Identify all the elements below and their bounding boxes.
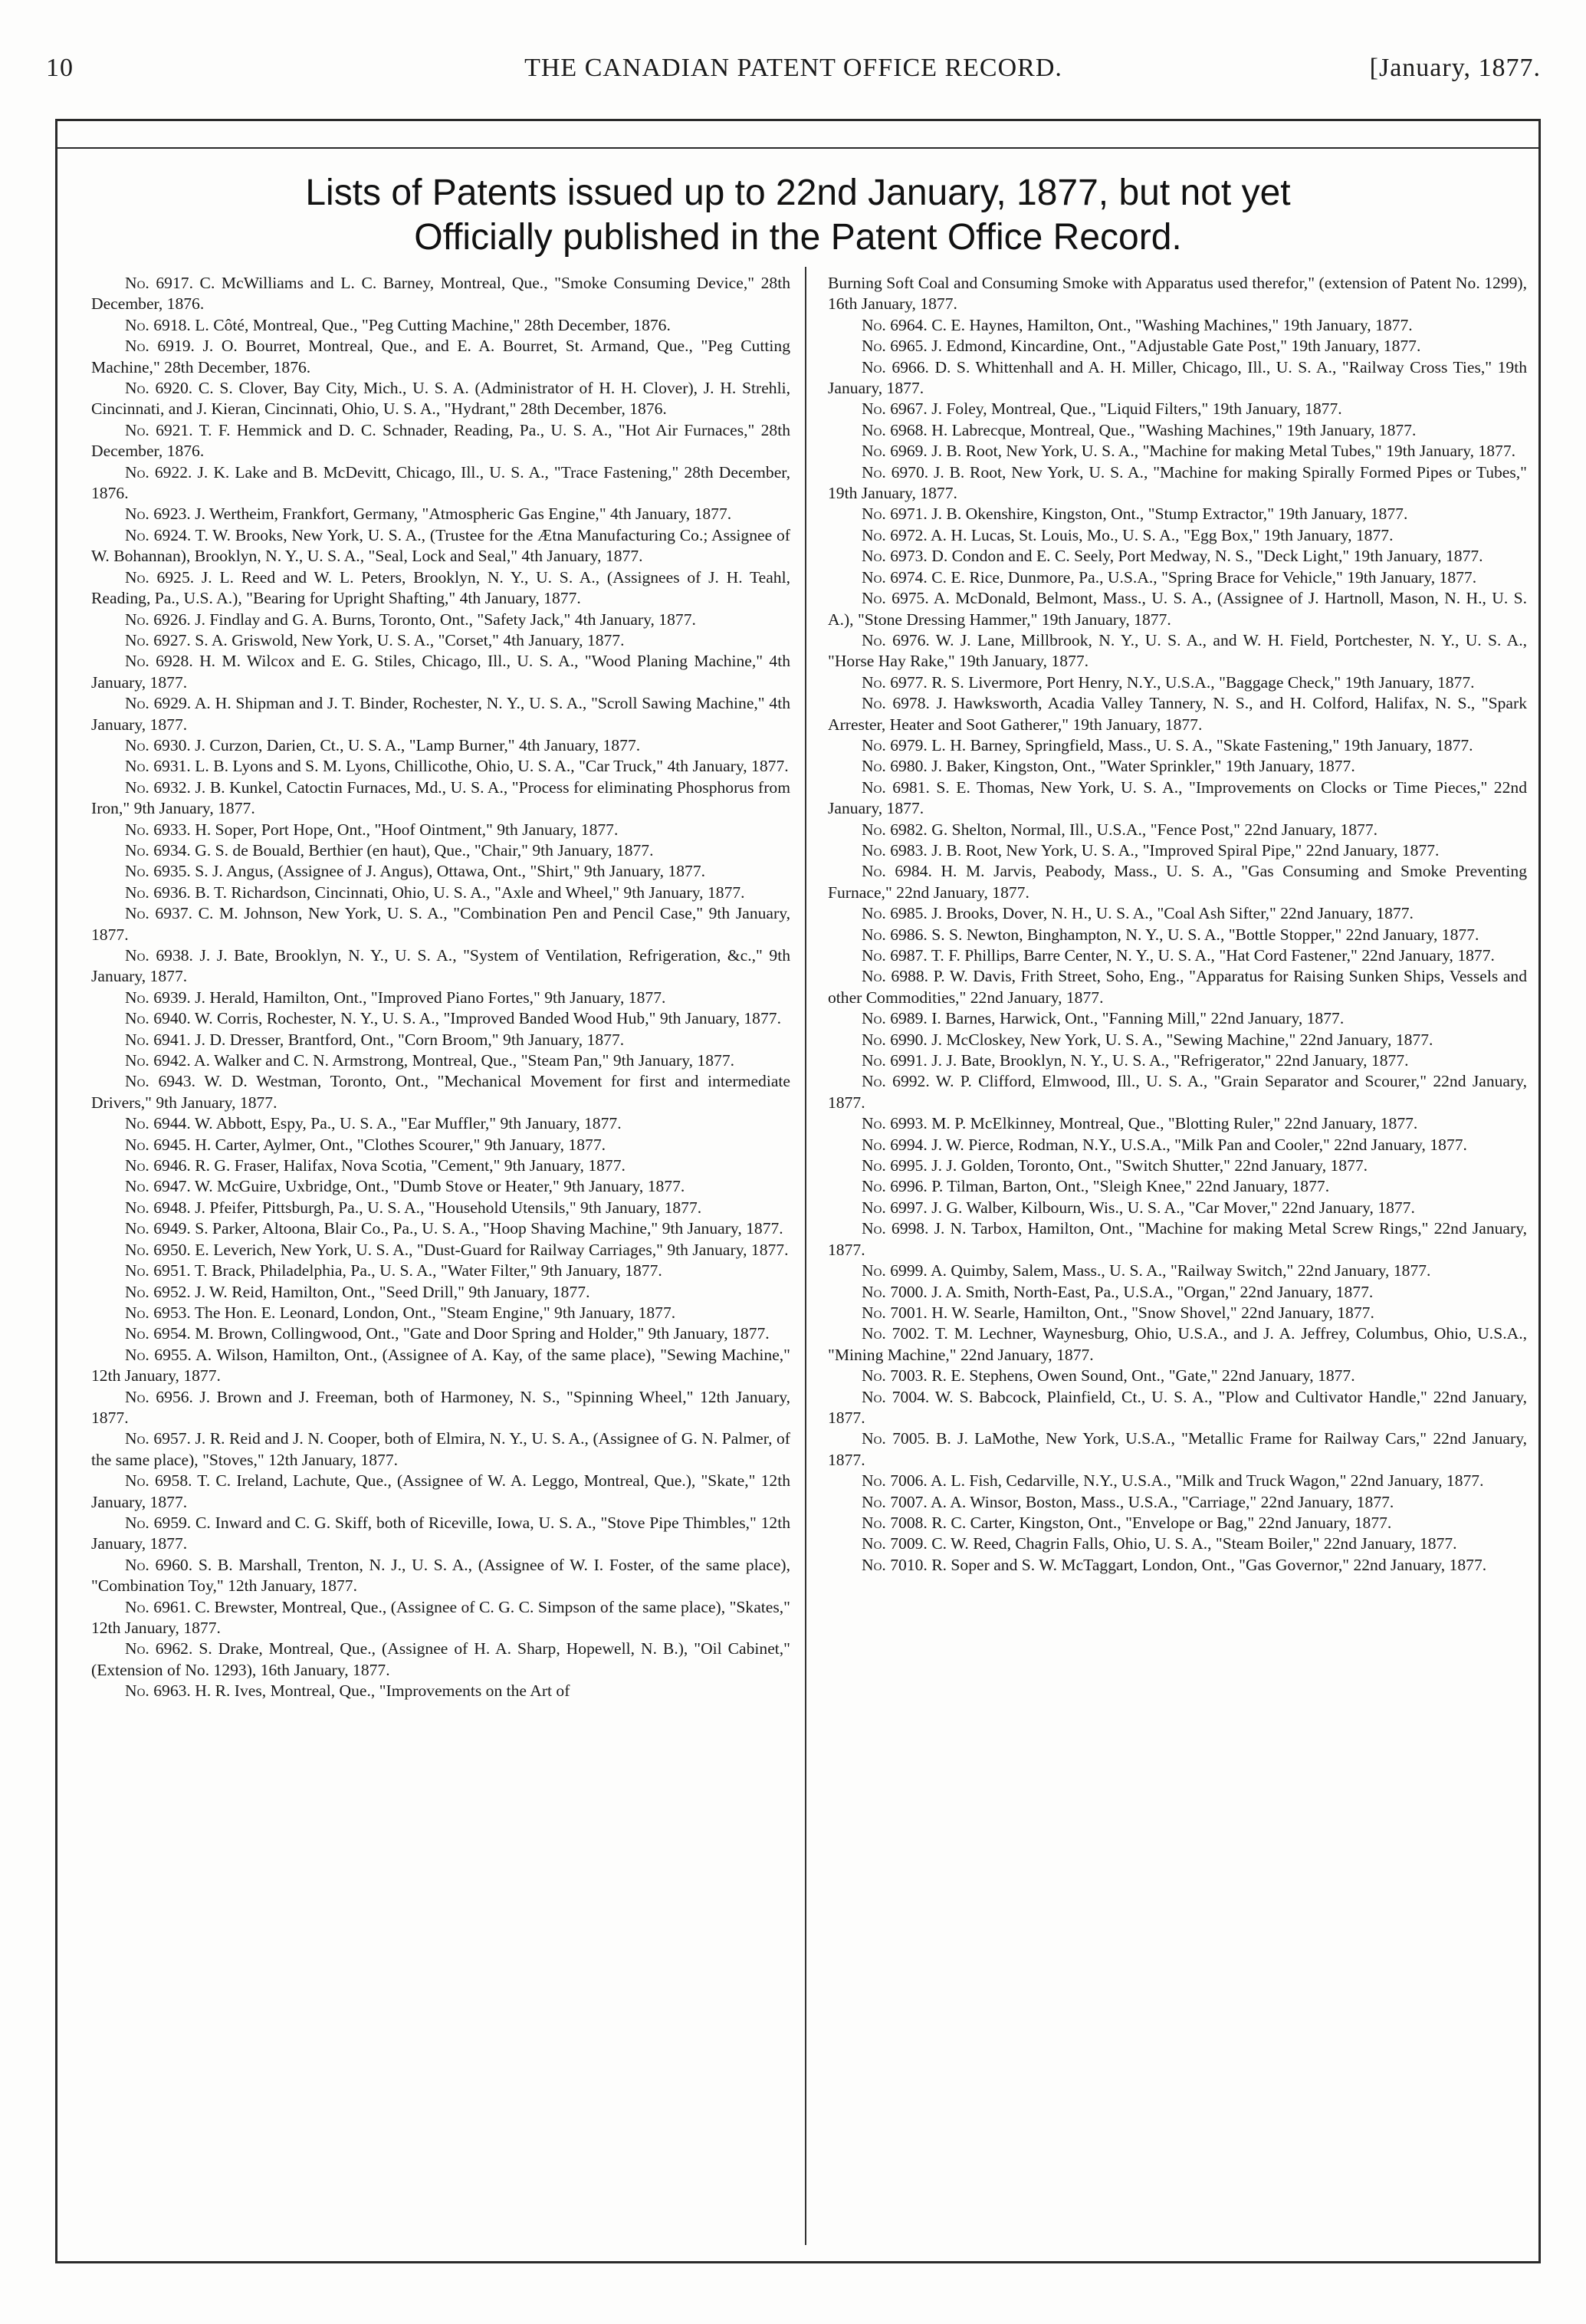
patent-number: No. 6982.: [862, 820, 928, 839]
patent-entry: [91, 378, 790, 420]
patent-entry: [91, 336, 790, 378]
patent-entry: [91, 945, 790, 988]
left-column: [91, 273, 790, 1702]
patent-entry: [91, 1050, 790, 1071]
patent-number: No. 6980.: [862, 757, 928, 776]
content-frame: [55, 119, 1541, 2263]
patent-text: R. S. Livermore, Port Henry, N.Y., U.S.A., "Baggage Check," 19th January, 1877.: [931, 672, 1475, 692]
patent-text: J. Herald, Hamilton, Ont., "Improved Piano Fortes," 9th January, 1877.: [195, 988, 666, 1007]
patent-text: A. Wilson, Hamilton, Ont., (Assignee of A. Kay, of the same place), "Sewing Machine," 12th January, 1877.: [91, 1345, 790, 1386]
patent-entry: [828, 630, 1527, 672]
patent-text: R. Soper and S. W. McTaggart, London, Ont., "Gas Governor," 22nd January, 1877.: [931, 1555, 1487, 1574]
patent-number: No. 6969.: [862, 442, 928, 461]
patent-text: C. McWilliams and L. C. Barney, Montreal, Que., "Smoke Consuming Device," 28th December, 1876.: [91, 274, 790, 314]
patent-number: No. 6917.: [125, 274, 193, 292]
patent-text: T. C. Ireland, Lachute, Que., (Assignee of W. A. Leggo, Montreal, Que.), "Skate," 12th January, 1877.: [91, 1471, 790, 1511]
patent-number: No. 6971.: [862, 505, 928, 524]
patent-number: No. 6938.: [125, 946, 193, 965]
inner-rule: [57, 147, 1538, 149]
patent-entry: [91, 567, 790, 610]
patent-entry: [828, 525, 1527, 546]
patent-entry: [91, 462, 790, 505]
patent-entry: [828, 357, 1527, 399]
patent-entry: [828, 1428, 1527, 1471]
patent-text: J. B. Root, New York, U. S. A., "Improved Spiral Pipe," 22nd January, 1877.: [931, 840, 1440, 860]
patent-text: T. F. Phillips, Barre Center, N. Y., U. S. A., "Hat Cord Fastener," 22nd January, 1877.: [931, 946, 1495, 965]
patent-text: J. G. Walber, Kilbourn, Wis., U. S. A., "Car Mover," 22nd January, 1877.: [931, 1198, 1415, 1217]
patent-text: J. K. Lake and B. McDevitt, Chicago, Ill., U. S. A., "Trace Fastening," 28th December, 1876.: [91, 462, 791, 503]
patent-entry: [91, 504, 790, 524]
patent-text: E. Leverich, New York, U. S. A., "Dust-Guard for Railway Carriages," 9th January, 1877.: [195, 1240, 789, 1259]
patent-text: C. E. Rice, Dunmore, Pa., U.S.A., "Spring Brace for Vehicle," 19th January, 1877.: [931, 567, 1477, 587]
patent-text: J. Pfeifer, Pittsburgh, Pa., U. S. A., "Household Utensils," 9th January, 1877.: [195, 1198, 702, 1217]
patent-number: No. 6955.: [125, 1345, 192, 1364]
patent-number: No. 6954.: [125, 1324, 191, 1343]
patent-number: No. 6985.: [862, 904, 928, 923]
patent-text: J. Baker, Kingston, Ont., "Water Sprinkler," 19th January, 1877.: [931, 757, 1355, 776]
patent-number: No. 7008.: [862, 1513, 928, 1532]
patent-text: J. Wertheim, Frankfort, Germany, "Atmospheric Gas Engine," 4th January, 1877.: [195, 505, 732, 524]
patent-text: J. R. Reid and J. N. Cooper, both of Elmira, N. Y., U. S. A., (Assignee of G. N. Palmer, of the same place), "Stoves," 12th January, 1877.: [91, 1429, 790, 1469]
patent-number: No. 6918.: [125, 315, 191, 334]
patent-number: No. 6928.: [125, 652, 193, 671]
patent-text: P. W. Davis, Frith Street, Soho, Eng., "Apparatus for Raising Sunken Ships, Vessels and other Commodities," 22nd January, 1877.: [828, 967, 1528, 1007]
patent-number: No. 6941.: [125, 1030, 191, 1049]
patent-text: H. Labrecque, Montreal, Que., "Washing Machines," 19th January, 1877.: [931, 420, 1417, 439]
patent-number: No. 6950.: [125, 1240, 191, 1259]
patent-number: No. 7007.: [862, 1492, 928, 1511]
patent-number: No. 6976.: [862, 630, 930, 649]
patent-entry: [91, 735, 790, 756]
patent-entry: [91, 651, 790, 693]
patent-entry: [828, 462, 1527, 505]
patent-number: No. 6929.: [125, 694, 192, 713]
patent-entry: [91, 1261, 790, 1281]
patent-number: No. 6945.: [125, 1135, 191, 1154]
patent-number: No. 6992.: [862, 1072, 930, 1091]
patent-text: W. McGuire, Uxbridge, Ont., "Dumb Stove or Heater," 9th January, 1877.: [194, 1177, 685, 1196]
patent-entry: [91, 840, 790, 861]
patent-number: No. 6989.: [862, 1009, 928, 1028]
patent-number: No. 6957.: [125, 1429, 191, 1448]
patent-entry: [828, 756, 1527, 777]
patent-number: No. 6993.: [862, 1114, 928, 1133]
patent-number: No. 6981.: [862, 777, 930, 797]
patent-text: A. H. Shipman and J. T. Binder, Rochester, N. Y., U. S. A., "Scroll Sawing Machine," 4th January, 1877.: [91, 694, 791, 734]
patent-entry: [828, 588, 1527, 630]
issue-date: [January, 1877.: [1369, 54, 1541, 82]
patent-text: D. Condon and E. C. Seely, Port Medway, N. S., "Deck Light," 19th January, 1877.: [931, 547, 1483, 566]
patent-number: No. 6947.: [125, 1177, 191, 1196]
patent-text: L. H. Barney, Springfield, Mass., U. S. A., "Skate Fastening," 19th January, 1877.: [931, 735, 1473, 754]
patent-text: H. Soper, Port Hope, Ont., "Hoof Ointment," 9th January, 1877.: [195, 820, 619, 839]
patent-entry: [91, 1303, 790, 1323]
patent-entry: [828, 1492, 1527, 1513]
patent-text: C. W. Reed, Chagrin Falls, Ohio, U. S. A., "Steam Boiler," 22nd January, 1877.: [931, 1534, 1457, 1553]
patent-text: J. J. Golden, Toronto, Ont., "Switch Shutter," 22nd January, 1877.: [931, 1156, 1368, 1175]
patent-entry: [828, 315, 1527, 336]
patent-number: No. 6972.: [862, 525, 928, 544]
patent-entry: [828, 777, 1527, 820]
patent-text: W. Corris, Rochester, N. Y., U. S. A., "Improved Banded Wood Hub," 9th January, 1877.: [194, 1009, 781, 1028]
patent-entry: [828, 1282, 1527, 1303]
page-number: 10: [46, 54, 74, 82]
patent-text: J. McCloskey, New York, U. S. A., "Sewing Machine," 22nd January, 1877.: [931, 1030, 1433, 1049]
patent-number: No. 7009.: [862, 1534, 928, 1553]
patent-text: J. Foley, Montreal, Que., "Liquid Filters," 19th January, 1877.: [931, 399, 1342, 419]
patent-text: A. A. Winsor, Boston, Mass., U.S.A., "Carriage," 22nd January, 1877.: [931, 1492, 1394, 1511]
patent-text: H. Carter, Aylmer, Ont., "Clothes Scourer," 9th January, 1877.: [195, 1135, 606, 1154]
patent-text: L. Côté, Montreal, Que., "Peg Cutting Machine," 28th December, 1876.: [195, 315, 671, 334]
patent-entry: [91, 1387, 790, 1429]
patent-number: No. 6940.: [125, 1009, 191, 1028]
patent-entry: [828, 1050, 1527, 1071]
patent-entry: [828, 966, 1527, 1008]
patent-entry: [91, 1513, 790, 1555]
patent-entry: [828, 1008, 1527, 1029]
patent-number: No. 6962.: [125, 1639, 193, 1658]
patent-text: A. Quimby, Salem, Mass., U. S. A., "Railway Switch," 22nd January, 1877.: [931, 1261, 1431, 1280]
patent-text: J. J. Bate, Brooklyn, N. Y., U. S. A., "System of Ventilation, Refrigeration, &c.," 9th January, 1877.: [91, 946, 790, 986]
patent-number: No. 6943.: [125, 1072, 196, 1091]
patent-number: No. 6951.: [125, 1261, 191, 1280]
patent-number: No. 7003.: [862, 1366, 928, 1386]
patent-text: J. A. Smith, North-East, Pa., U.S.A., "Organ," 22nd January, 1877.: [931, 1282, 1374, 1301]
patent-number: No. 6960.: [125, 1555, 193, 1574]
patent-text: J. Findlay and G. A. Burns, Toronto, Ont., "Safety Jack," 4th January, 1877.: [195, 610, 696, 629]
patent-entry: [91, 1113, 790, 1134]
patent-text: A. McDonald, Belmont, Mass., U. S. A., (Assignee of J. Hartnoll, Mason, N. H., U. S. A.), "Stone Dressing Hammer," 19th January, 1877.: [828, 589, 1528, 629]
patent-text: B. J. LaMothe, New York, U.S.A., "Metallic Frame for Railway Cars," 22nd January, 1877.: [828, 1429, 1527, 1469]
patent-number: No. 7002.: [862, 1324, 930, 1343]
patent-text: J. Hawksworth, Acadia Valley Tannery, N. S., and H. Colford, Halifax, N. S., "Spark Arrester, Heater and Soot Gatherer," 19th January, 1877.: [828, 694, 1527, 734]
patent-number: No. 7000.: [862, 1282, 928, 1301]
patent-entry: [828, 567, 1527, 588]
patent-entry: [91, 1597, 790, 1639]
patent-entry: [91, 1030, 790, 1050]
patent-number: No. 6935.: [125, 862, 191, 881]
section-title: [57, 171, 1538, 260]
patent-text: H. W. Searle, Hamilton, Ont., "Snow Shovel," 22nd January, 1877.: [931, 1303, 1374, 1322]
patent-entry: [828, 336, 1527, 357]
patent-entry: [91, 630, 790, 651]
patent-text: S. A. Griswold, New York, U. S. A., "Corset," 4th January, 1877.: [195, 630, 625, 649]
patent-number: No. 6930.: [125, 735, 191, 754]
patent-number: No. 6964.: [862, 315, 928, 334]
patent-number: No. 6952.: [125, 1282, 191, 1301]
patent-number: No. 6987.: [862, 946, 928, 965]
patent-number: No. 6974.: [862, 567, 928, 587]
patent-number: No. 6959.: [125, 1513, 192, 1532]
patent-number: No. 7005.: [862, 1429, 930, 1448]
patent-entry: [828, 1198, 1527, 1218]
patent-text: T. F. Hemmick and D. C. Schnader, Reading, Pa., U. S. A., "Hot Air Furnaces," 28th December, 1876.: [91, 420, 790, 461]
patent-entry: [91, 1345, 790, 1387]
patent-text: J. O. Bourret, Montreal, Que., and E. A. Bourret, St. Armand, Que., "Peg Cutting Machine," 28th December, 1876.: [91, 337, 791, 376]
patent-number: No. 6946.: [125, 1156, 191, 1175]
patent-text: S. B. Marshall, Trenton, N. J., U. S. A., (Assignee of W. I. Foster, of the same place), "Combination Toy," 12th January, 1877.: [91, 1555, 791, 1596]
patent-text: J. N. Tarbox, Hamilton, Ont., "Machine for making Metal Screw Rings," 22nd January, 1877.: [828, 1219, 1527, 1259]
patent-text: J. B. Root, New York, U. S. A., "Machine for making Spirally Formed Pipes or Tubes," 19th January, 1877.: [828, 462, 1527, 503]
patent-text: P. Tilman, Barton, Ont., "Sleigh Knee," 22nd January, 1877.: [931, 1177, 1330, 1196]
patent-number: No. 6926.: [125, 610, 191, 629]
column-divider: [805, 267, 806, 2245]
patent-text: H. M. Jarvis, Peabody, Mass., U. S. A., "Gas Consuming and Smoke Preventing Furnace," 22nd January, 1877.: [828, 862, 1528, 902]
patent-text: C. Inward and C. G. Skiff, both of Riceville, Iowa, U. S. A., "Stove Pipe Thimbles," 12th January, 1877.: [91, 1513, 791, 1553]
patent-text: R. E. Stephens, Owen Sound, Ont., "Gate," 22nd January, 1877.: [931, 1366, 1355, 1386]
title-line-2: Officially published in the Patent Office Record.: [414, 217, 1182, 258]
patent-text: A. Walker and C. N. Armstrong, Montreal, Que., "Steam Pan," 9th January, 1877.: [194, 1051, 735, 1070]
patent-entry: [91, 820, 790, 840]
patent-number: No. 6970.: [862, 462, 929, 482]
patent-entry: [91, 1282, 790, 1303]
patent-entry: [91, 1071, 790, 1113]
patent-entry: [828, 1323, 1527, 1366]
patent-entry: [828, 693, 1527, 735]
patent-text: S. Parker, Altoona, Blair Co., Pa., U. S. A., "Hoop Shaving Machine," 9th January, 1877.: [195, 1219, 783, 1238]
patent-text: I. Barnes, Harwick, Ont., "Fanning Mill," 22nd January, 1877.: [931, 1009, 1345, 1028]
patent-entry: [828, 1387, 1527, 1429]
right-column: [828, 273, 1527, 1576]
patent-entry: [828, 504, 1527, 524]
patent-text: G. Shelton, Normal, Ill., U.S.A., "Fence Post," 22nd January, 1877.: [931, 820, 1378, 839]
patent-entry: [91, 988, 790, 1008]
patent-text: J. D. Dresser, Brantford, Ont., "Corn Broom," 9th January, 1877.: [195, 1030, 625, 1049]
patent-entry: [828, 861, 1527, 903]
patent-text: T. Brack, Philadelphia, Pa., U. S. A., "Water Filter," 9th January, 1877.: [194, 1261, 662, 1280]
patent-number: No. 6961.: [125, 1597, 191, 1616]
patent-entry: [91, 1198, 790, 1218]
patent-text: B. T. Richardson, Cincinnati, Ohio, U. S. A., "Axle and Wheel," 9th January, 1877.: [195, 883, 745, 902]
patent-text: J. B. Kunkel, Catoctin Furnaces, Md., U. S. A., "Process for eliminating Phosphorus from Iron," 9th January, 1877.: [91, 777, 790, 818]
patent-number: No. 6956.: [125, 1387, 193, 1406]
patent-number: No. 6924.: [125, 525, 192, 544]
patent-entry: [828, 1135, 1527, 1155]
patent-text: C. Brewster, Montreal, Que., (Assignee of C. G. C. Simpson of the same place), "Skates," 12th January, 1877.: [91, 1597, 790, 1637]
patent-entry: [91, 1428, 790, 1471]
patent-entry: [828, 546, 1527, 567]
patent-entry: [828, 1030, 1527, 1050]
patent-number: No. 6998.: [862, 1219, 929, 1238]
patent-number: No. 6979.: [862, 735, 928, 754]
patent-text: J. W. Reid, Hamilton, Ont., "Seed Drill," 9th January, 1877.: [195, 1282, 590, 1301]
patent-entry: [828, 925, 1527, 945]
patent-entry: [91, 1639, 790, 1681]
patent-number: No. 7004.: [862, 1387, 930, 1406]
patent-entry: [828, 1555, 1527, 1576]
patent-text: S. Drake, Montreal, Que., (Assignee of H. A. Sharp, Hopewell, N. B.), "Oil Cabinet," (Extension of No. 1293), 16th January, 1877.: [91, 1639, 790, 1679]
patent-number: No. 6949.: [125, 1219, 191, 1238]
patent-entry: [91, 777, 790, 820]
patent-number: No. 6937.: [125, 904, 193, 923]
patent-number: No. 6997.: [862, 1198, 928, 1217]
patent-number: No. 6958.: [125, 1471, 192, 1491]
patent-entry: [828, 672, 1527, 693]
patent-text: Burning Soft Coal and Consuming Smoke with Apparatus used therefor," (extension of Patent No. 1299), 16th January, 1877.: [828, 274, 1527, 314]
patent-text: J. Brown and J. Freeman, both of Harmoney, N. S., "Spinning Wheel," 12th January, 1877.: [91, 1387, 790, 1427]
patent-entry: [91, 1471, 790, 1513]
patent-entry: [828, 840, 1527, 861]
patent-text: J. L. Reed and W. L. Peters, Brooklyn, N. Y., U. S. A., (Assignees of J. H. Teahl, Reading, Pa., U.S. A.), "Bearing for Upright Shafting," 4th January, 1877.: [91, 567, 790, 608]
patent-number: No. 6936.: [125, 883, 191, 902]
patent-text: J. W. Pierce, Rodman, N.Y., U.S.A., "Milk Pan and Cooler," 22nd January, 1877.: [931, 1135, 1467, 1154]
patent-number: No. 6931.: [125, 757, 191, 776]
patent-number: No. 6925.: [125, 567, 195, 587]
patent-number: No. 6963.: [125, 1681, 191, 1701]
patent-text: R. G. Fraser, Halifax, Nova Scotia, "Cement," 9th January, 1877.: [195, 1156, 626, 1175]
patent-entry: [828, 735, 1527, 756]
patent-number: No. 6942.: [125, 1051, 191, 1070]
patent-number: No. 6990.: [862, 1030, 928, 1049]
patent-entry: [828, 273, 1527, 315]
patent-entry: [828, 399, 1527, 419]
patent-number: No. 6977.: [862, 672, 928, 692]
patent-text: W. Abbott, Espy, Pa., U. S. A., "Ear Muffler," 9th January, 1877.: [194, 1114, 622, 1133]
patent-text: J. Edmond, Kincardine, Ont., "Adjustable Gate Post," 19th January, 1877.: [931, 337, 1421, 356]
patent-number: No. 6975.: [862, 589, 929, 608]
patent-entry: [828, 1071, 1527, 1113]
patent-entry: [828, 1303, 1527, 1323]
patent-number: No. 6986.: [862, 925, 928, 944]
patent-entry: [828, 1113, 1527, 1134]
patent-number: No. 6921.: [125, 420, 193, 439]
patent-text: M. P. McElkinney, Montreal, Que., "Blotting Ruler," 22nd January, 1877.: [931, 1114, 1418, 1133]
patent-text: A. L. Fish, Cedarville, N.Y., U.S.A., "Milk and Truck Wagon," 22nd January, 1877.: [931, 1471, 1484, 1491]
patent-entry: [91, 1155, 790, 1176]
patent-number: No. 7010.: [862, 1555, 928, 1574]
patent-number: No. 6948.: [125, 1198, 191, 1217]
patent-text: C. M. Johnson, New York, U. S. A., "Combination Pen and Pencil Case," 9th January, 1877.: [91, 904, 790, 944]
patent-entry: [828, 1471, 1527, 1491]
patent-text: W. D. Westman, Toronto, Ont., "Mechanical Movement for first and intermediate Drivers," 9th January, 1877.: [91, 1072, 790, 1112]
patent-entry: [91, 1323, 790, 1344]
patent-text: M. Brown, Collingwood, Ont., "Gate and Door Spring and Holder," 9th January, 1877.: [195, 1324, 770, 1343]
patent-number: No. 6995.: [862, 1156, 928, 1175]
patent-entry: [828, 441, 1527, 462]
patent-entry: [91, 273, 790, 315]
patent-number: No. 6932.: [125, 777, 191, 797]
patent-text: The Hon. E. Leonard, London, Ont., "Steam Engine," 9th January, 1877.: [194, 1303, 676, 1322]
patent-entry: [91, 610, 790, 630]
patent-number: No. 6994.: [862, 1135, 928, 1154]
patent-entry: [91, 1555, 790, 1597]
patent-entry: [828, 1176, 1527, 1197]
patent-number: No. 6923.: [125, 505, 191, 524]
patent-number: No. 6999.: [862, 1261, 928, 1280]
patent-text: W. P. Clifford, Elmwood, Ill., U. S. A., "Grain Separator and Scourer," 22nd January, 1877.: [828, 1072, 1527, 1112]
patent-entry: [91, 1008, 790, 1029]
patent-text: J. Curzon, Darien, Ct., U. S. A., "Lamp Burner," 4th January, 1877.: [195, 735, 641, 754]
patent-text: D. S. Whittenhall and A. H. Miller, Chicago, Ill., U. S. A., "Railway Cross Ties," 19th January, 1877.: [828, 357, 1527, 398]
patent-number: No. 7006.: [862, 1471, 928, 1491]
patent-entry: [828, 420, 1527, 441]
patent-number: No. 6967.: [862, 399, 928, 419]
patent-entry: [828, 1513, 1527, 1533]
patent-entry: [91, 883, 790, 903]
patent-entry: [91, 693, 790, 735]
patent-text: J. Brooks, Dover, N. H., U. S. A., "Coal Ash Sifter," 22nd January, 1877.: [931, 904, 1414, 923]
patent-entry: [828, 903, 1527, 924]
patent-number: No. 6965.: [862, 337, 928, 356]
patent-number: No. 6953.: [125, 1303, 191, 1322]
patent-text: S. E. Thomas, New York, U. S. A., "Improvements on Clocks or Time Pieces," 22nd January, 1877.: [828, 777, 1527, 818]
patent-entry: [91, 525, 790, 567]
patent-number: No. 6933.: [125, 820, 191, 839]
patent-number: No. 6966.: [862, 357, 929, 376]
patent-number: No. 6927.: [125, 630, 191, 649]
patent-number: No. 6984.: [862, 862, 932, 881]
patent-text: A. H. Lucas, St. Louis, Mo., U. S. A., "Egg Box," 19th January, 1877.: [931, 525, 1394, 544]
patent-number: No. 7001.: [862, 1303, 928, 1322]
patent-text: C. S. Clover, Bay City, Mich., U. S. A. (Administrator of H. H. Clover), J. H. Strehli, Cincinnati, and J. Kieran, Cincinnati, Ohio, U. S. A., "Hydrant," 28th December, 1876.: [91, 379, 790, 419]
patent-entry: [91, 420, 790, 462]
patent-entry: [91, 1681, 790, 1701]
patent-number: No. 6968.: [862, 420, 928, 439]
patent-text: C. E. Haynes, Hamilton, Ont., "Washing Machines," 19th January, 1877.: [931, 315, 1413, 334]
patent-entry: [828, 820, 1527, 840]
patent-number: No. 6944.: [125, 1114, 191, 1133]
patent-number: No. 6988.: [862, 967, 929, 986]
patent-text: J. B. Okenshire, Kingston, Ont., "Stump Extractor," 19th January, 1877.: [931, 505, 1408, 524]
patent-text: T. W. Brooks, New York, U. S. A., (Trustee for the Ætna Manufacturing Co.; Assignee of W. Bohannan), Brooklyn, N. Y., U. S. A., "Seal, Lock and Seal," 4th January, 1877.: [91, 525, 791, 566]
patent-text: G. S. de Bouald, Berthier (en haut), Que., "Chair," 9th January, 1877.: [195, 840, 654, 860]
patent-number: No. 6922.: [125, 462, 192, 482]
patent-entry: [828, 945, 1527, 966]
journal-title: THE CANADIAN PATENT OFFICE RECORD.: [524, 54, 1062, 82]
patent-text: R. C. Carter, Kingston, Ont., "Envelope or Bag," 22nd January, 1877.: [931, 1513, 1392, 1532]
patent-entry: [828, 1155, 1527, 1176]
patent-entry: [828, 1366, 1527, 1386]
patent-number: No. 6919.: [125, 337, 195, 356]
patent-text: H. R. Ives, Montreal, Que., "Improvements on the Art of: [195, 1681, 570, 1701]
patent-number: No. 6996.: [862, 1177, 928, 1196]
patent-entry: [91, 756, 790, 777]
title-line-1: Lists of Patents issued up to 22nd January, 1877, but not yet: [305, 173, 1291, 213]
patent-text: S. S. Newton, Binghampton, N. Y., U. S. A., "Bottle Stopper," 22nd January, 1877.: [931, 925, 1479, 944]
patent-number: No. 6973.: [862, 547, 928, 566]
patent-number: No. 6983.: [862, 840, 928, 860]
patent-number: No. 6939.: [125, 988, 191, 1007]
patent-text: T. M. Lechner, Waynesburg, Ohio, U.S.A., and J. A. Jeffrey, Columbus, Ohio, U.S.A., "Mining Machine," 22nd January, 1877.: [828, 1324, 1528, 1364]
patent-number: No. 6991.: [862, 1051, 928, 1070]
patent-text: H. M. Wilcox and E. G. Stiles, Chicago, Ill., U. S. A., "Wood Planing Machine," 4th January, 1877.: [91, 652, 790, 692]
patent-entry: [828, 1261, 1527, 1281]
patent-entry: [828, 1533, 1527, 1554]
page-header: [46, 54, 1541, 92]
patent-text: L. B. Lyons and S. M. Lyons, Chillicothe, Ohio, U. S. A., "Car Truck," 4th January, 1877.: [195, 757, 789, 776]
patent-entry: [91, 861, 790, 882]
patent-text: J. J. Bate, Brooklyn, N. Y., U. S. A., "Refrigerator," 22nd January, 1877.: [931, 1051, 1409, 1070]
patent-text: J. B. Root, New York, U. S. A., "Machine for making Metal Tubes," 19th January, 1877.: [931, 442, 1516, 461]
patent-entry: [91, 315, 790, 336]
patent-text: W. J. Lane, Millbrook, N. Y., U. S. A., and W. H. Field, Portchester, N. Y., U. S. A., "Horse Hay Rake," 19th January, 1877.: [828, 630, 1527, 671]
patent-text: W. S. Babcock, Plainfield, Ct., U. S. A., "Plow and Cultivator Handle," 22nd January, 1877.: [828, 1387, 1527, 1427]
patent-number: No. 6920.: [125, 379, 193, 398]
patent-number: No. 6978.: [862, 694, 930, 713]
patent-entry: [91, 903, 790, 945]
patent-number: No. 6934.: [125, 840, 191, 860]
patent-entry: [91, 1135, 790, 1155]
patent-text: S. J. Angus, (Assignee of J. Angus), Ottawa, Ont., "Shirt," 9th January, 1877.: [195, 862, 706, 881]
patent-entry: [828, 1218, 1527, 1261]
patent-entry: [91, 1218, 790, 1239]
patent-entry: [91, 1240, 790, 1261]
patent-entry: [91, 1176, 790, 1197]
